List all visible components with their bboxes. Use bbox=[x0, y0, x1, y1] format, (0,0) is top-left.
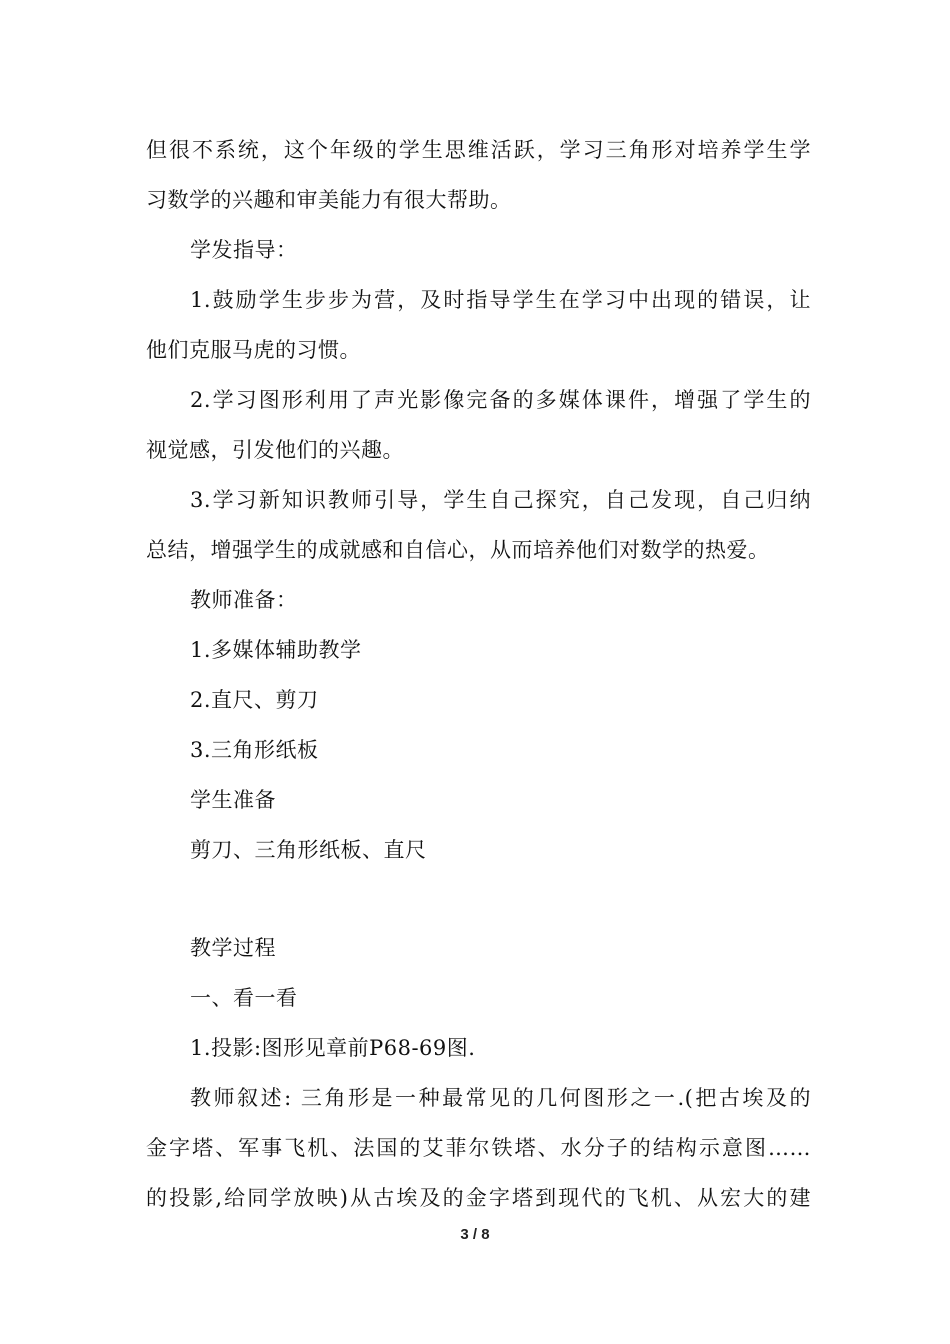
section-heading: 一、看一看 bbox=[190, 986, 298, 1010]
list-item: 2.学习图形利用了声光影像完备的多媒体课件，增强了学生的 bbox=[190, 388, 811, 412]
list-item: 2.直尺、剪刀 bbox=[190, 688, 319, 712]
paragraph-line: 教师叙述: 三角形是一种最常见的几何图形之一.(把古埃及的 bbox=[190, 1086, 811, 1110]
section-heading: 教学过程 bbox=[190, 936, 276, 960]
list-item: 1.鼓励学生步步为营，及时指导学生在学习中出现的错误，让 bbox=[190, 288, 811, 312]
list-item: 3.三角形纸板 bbox=[190, 738, 319, 762]
section-heading: 学生准备 bbox=[190, 788, 276, 812]
section-heading: 教师准备： bbox=[190, 588, 298, 612]
paragraph-line: 习数学的兴趣和审美能力有很大帮助。 bbox=[146, 188, 512, 212]
list-item: 1.投影:图形见章前P68-69图. bbox=[190, 1036, 476, 1060]
section-heading: 学发指导： bbox=[190, 238, 298, 262]
page-number: 3 / 8 bbox=[460, 1226, 490, 1243]
list-item: 剪刀、三角形纸板、直尺 bbox=[190, 838, 427, 862]
paragraph-line: 的投影,给同学放映)从古埃及的金字塔到现代的飞机、从宏大的建 bbox=[146, 1186, 811, 1210]
paragraph-line: 总结，增强学生的成就感和自信心，从而培养他们对数学的热爱。 bbox=[146, 538, 770, 562]
paragraph-line: 金字塔、军事飞机、法国的艾菲尔铁塔、水分子的结构示意图…… bbox=[146, 1136, 811, 1160]
paragraph-line: 视觉感，引发他们的兴趣。 bbox=[146, 438, 404, 462]
list-item: 1.多媒体辅助教学 bbox=[190, 638, 362, 662]
list-item: 3.学习新知识教师引导，学生自己探究，自己发现，自己归纳 bbox=[190, 488, 811, 512]
paragraph-line: 但很不系统，这个年级的学生思维活跃，学习三角形对培养学生学 bbox=[146, 138, 811, 162]
paragraph-line: 他们克服马虎的习惯。 bbox=[146, 338, 361, 362]
